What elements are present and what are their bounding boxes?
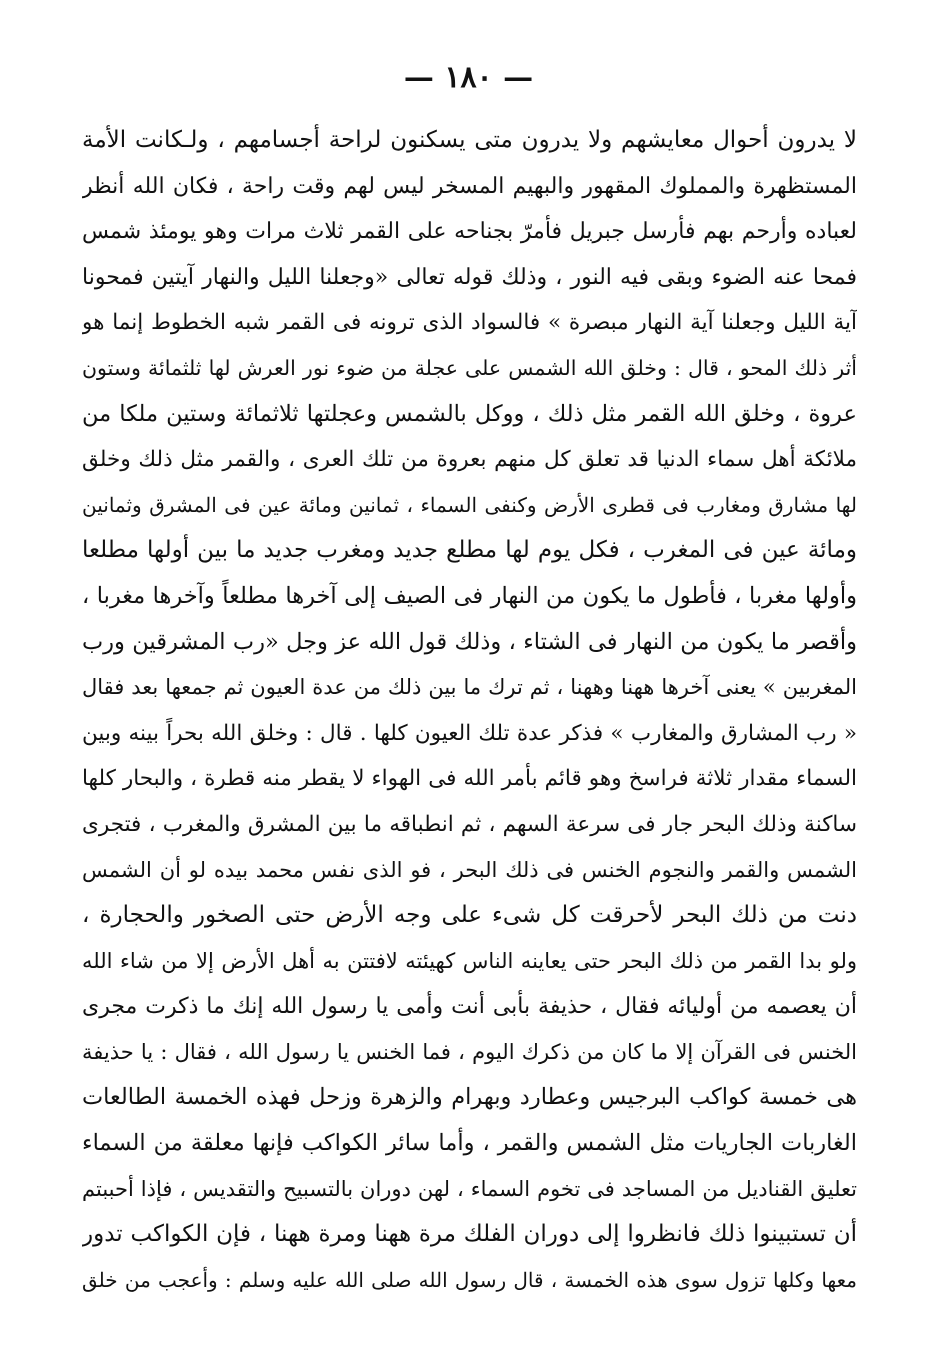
page-number: — ١٨٠ — <box>403 60 534 95</box>
text-line: دنت من ذلك البحر لأحرقت كل شىء على وجه الأرض حتى الصخور والحجارة ، <box>82 902 857 929</box>
text-line: ملائكة أهل سماء الدنيا قد تعلق كل منهم بعروة من تلك العرى ، والقمر مثل ذلك وخلق <box>82 447 857 473</box>
text-line: ولو بدا القمر من ذلك البحر حتى يعاينه الناس كهيئته لافتتن به أهل الأرض إلا من شاء الله <box>82 948 857 973</box>
text-line: فمحا عنه الضوء وبقى فيه النور ، وذلك قوله تعالى «وجعلنا الليل والنهار آيتين فمحونا <box>82 264 857 290</box>
text-line: لعباده وأرحم بهم فأرسل جبريل فأمرّ بجناحه على القمر ثلاث مرات وهو يومئذ شمس <box>82 219 857 245</box>
text-line: الخنس فى القرآن إلا ما كان من ذكرك اليوم ، فما الخنس يا رسول الله ، فقال : يا حذيفة <box>82 1039 857 1064</box>
text-line: تعليق القناديل من المساجد فى تخوم السماء ، لهن دوران بالتسبيح والتقديس ، فإذا أحببتم <box>82 1176 857 1201</box>
text-line: أن تستبينوا ذلك فانظروا إلى دوران الفلك مرة ههنا ومرة ههنا ، فإن الكواكب تدور <box>82 1221 857 1248</box>
text-line: ومائة عين فى المغرب ، فكل يوم لها مطلع جديد ومغرب جديد ما بين أولها مطلعا <box>82 537 857 564</box>
text-line: « رب المشارق والمغارب » فذكر عدة تلك العيون كلها . قال : وخلق الله بحراً بينه وبين <box>82 720 857 746</box>
text-line: معها وكلها تزول سوى هذه الخمسة ، قال رسول الله صلى الله عليه وسلم : وأعجب من خلق <box>82 1267 857 1292</box>
text-line: المستظهرة والمملوك المقهور والبهيم المسخر ليس لهم وقت راحة ، فكان الله أنظر <box>82 173 857 199</box>
text-line: أثر ذلك المحو ، قال : وخلق الله الشمس على عجلة من ضوء نور العرش لها ثلثمائة وستون <box>82 355 857 380</box>
text-line: المغربين » يعنى آخرها ههنا وههنا ، ثم ترك ما بين ذلك من عدة العيون ثم جمعها بعد فقال <box>82 675 857 700</box>
text-line: وأقصر ما يكون من النهار فى الشتاء ، وذلك قول الله عز وجل «رب المشرقين ورب <box>82 628 857 655</box>
text-line: آية الليل وجعلنا آية النهار مبصرة » فالسواد الذى ترونه فى القمر شبه الخطوط إنما هو <box>82 310 857 336</box>
text-line: ساكنة وذلك البحر جار فى سرعة السهم ، ثم انطباقه ما بين المشرق والمغرب ، فتجرى <box>82 811 857 837</box>
text-line: الشمس والقمر والنجوم الخنس فى ذلك البحر ، فو الذى نفس محمد بيده لو أن الشمس <box>82 857 857 882</box>
text-line: عروة ، وخلق الله القمر مثل ذلك ، ووكل بالشمس وعجلتها ثلاثمائة وستين ملكا من <box>82 400 857 427</box>
text-line: لها مشارق ومغارب فى قطرى الأرض وكنفى السماء ، ثمانين ومائة عين فى المشرق وثمانين <box>82 492 857 517</box>
text-line: الغاربات الجاريات مثل الشمس والقمر ، وأما سائر الكواكب فإنها معلقة من السماء <box>82 1130 857 1157</box>
text-line: لا يدرون أحوال معايشهم ولا يدرون متى يسكنون لراحة أجسامهم ، ولـكانت الأمة <box>82 127 857 153</box>
text-line: أن يعصمه من أوليائه فقال ، حذيفة بأبى أنت وأمى يا رسول الله إنك ما ذكرت مجرى <box>82 994 857 1020</box>
text-line: هى خمسة كواكب البرجيس وعطارد وبهرام والزهرة وزحل فهذه الخمسة الطالعات <box>82 1084 857 1111</box>
body-text <box>82 118 857 1303</box>
text-line: السماء مقدار ثلاثة فراسخ وهو قائم بأمر الله فى الهواء لا يقطر منه قطرة ، والبحار كلها <box>82 766 857 792</box>
text-line: وأولها مغربا ، فأطول ما يكون من النهار فى الصيف إلى آخرها مطلعاً وآخرها مغربا ، <box>82 582 857 609</box>
